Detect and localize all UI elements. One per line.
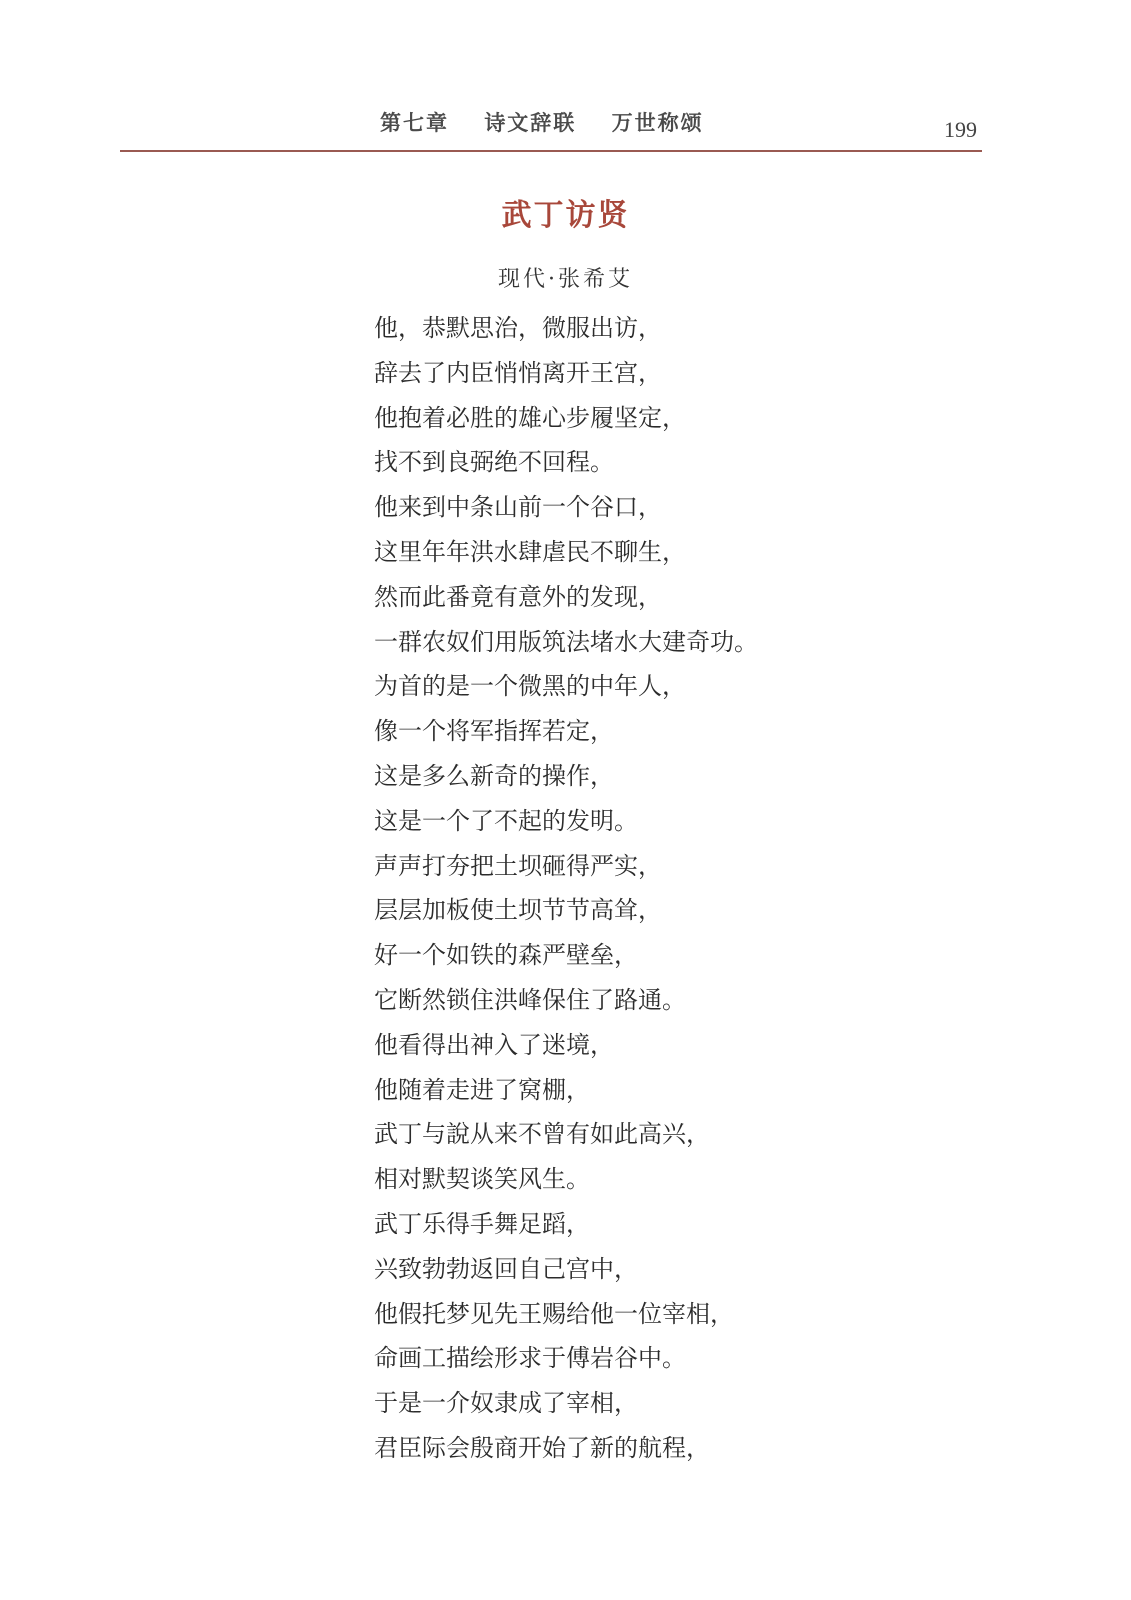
section-title-part2: 万世称颂 xyxy=(611,111,704,135)
poem-line: 这是一个了不起的发明。 xyxy=(374,806,638,835)
poem-line: 武丁与說从来不曾有如此高兴， xyxy=(374,1120,710,1149)
poem-line: 像一个将军指挥若定， xyxy=(374,717,614,746)
poem-line: 他，恭默思治，微服出访， xyxy=(374,314,662,342)
poem-line: 于是一介奴隶成了宰相， xyxy=(374,1389,638,1418)
poem-line: 命画工描绘形求于傅岩谷中。 xyxy=(374,1344,686,1373)
poem-line: 一群农奴们用版筑法堵水大建奇功。 xyxy=(374,627,758,656)
poem-line: 武丁乐得手舞足蹈， xyxy=(374,1209,590,1238)
poem-line: 声声打夯把土坝砸得严实， xyxy=(374,851,662,880)
chapter-label: 第七章 xyxy=(380,111,449,135)
poem-line: 这里年年洪水肆虐民不聊生， xyxy=(374,537,686,566)
poem-body xyxy=(374,306,758,1471)
poem-line: 辞去了内臣悄悄离开王宫， xyxy=(374,358,662,387)
running-head xyxy=(380,107,730,137)
poem-line: 为首的是一个微黑的中年人， xyxy=(374,672,686,701)
section-title-part1: 诗文辞联 xyxy=(484,111,577,135)
poem-line: 这是多么新奇的操作， xyxy=(374,761,614,790)
poem-line: 找不到良弼绝不回程。 xyxy=(374,448,614,477)
poem-line: 他抱着必胜的雄心步履坚定， xyxy=(374,403,686,432)
poem-line: 他来到中条山前一个谷口， xyxy=(374,493,662,522)
poem-author: 现代·张希艾 xyxy=(498,267,633,292)
poem-line: 相对默契谈笑风生。 xyxy=(374,1165,590,1194)
poem-line: 他假托梦见先王赐给他一位宰相， xyxy=(374,1299,734,1328)
poem-line: 兴致勃勃返回自己宫中， xyxy=(374,1254,638,1283)
page-number: 199 xyxy=(944,117,977,142)
poem-line: 它断然锁住洪峰保住了路通。 xyxy=(374,985,686,1014)
poem-title: 武丁访贤 xyxy=(501,198,630,233)
poem-line: 好一个如铁的森严壁垒， xyxy=(374,941,638,970)
poem-line: 他看得出神入了迷境， xyxy=(374,1030,614,1059)
header-rule xyxy=(120,150,982,152)
poem-line: 他随着走进了窝棚， xyxy=(374,1075,590,1104)
poem-line: 然而此番竟有意外的发现， xyxy=(374,582,662,611)
poem-line: 层层加板使土坝节节高耸， xyxy=(374,896,662,925)
poem-line: 君臣际会殷商开始了新的航程， xyxy=(374,1433,710,1462)
